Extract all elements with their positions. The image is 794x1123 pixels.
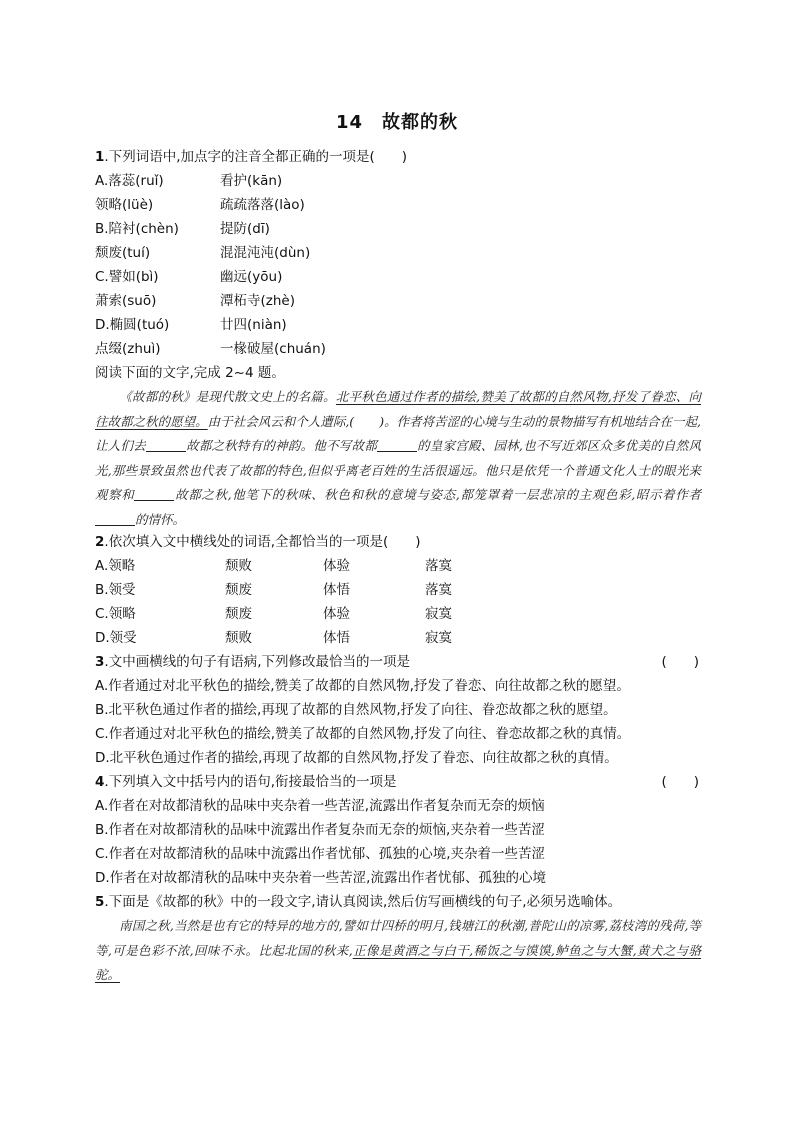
q4-option: A.作者在对故都清秋的品味中夹杂着一些苦涩,流露出作者复杂而无奈的烦恼	[95, 798, 545, 814]
q3-option: C.作者通过对北平秋色的描绘,赞美了故都的自然风物,抒发了向往、眷恋故都之秋的真情。	[95, 726, 631, 742]
q3-option: D.北平秋色通过作者的描绘,再现了故都的自然风物,抒发了眷恋、向往故都之秋的真情。	[95, 750, 618, 766]
imitation-passage: 南国之秋,当然是也有它的特异的地方的,譬如廿四桥的明月,钱塘江的秋潮,普陀山的凉雾,荔枝湾的残荷,等等,可是色彩不浓,回味不永。比起北国的秋来,正像是黄酒之与白干,稀饭之与馍馍,鲈鱼之与大蟹,黄犬之与骆驼。	[95, 918, 702, 982]
answer-parentheses: ( )	[661, 774, 699, 790]
page-title: 14 故都的秋	[335, 112, 459, 133]
reading-instruction: 阅读下面的文字,完成 2~4 题。	[95, 365, 285, 381]
question-2-stem: 2.依次填入文中横线处的词语,全都恰当的一项是( )	[95, 534, 421, 550]
reading-passage: 《故都的秋》是现代散文史上的名篇。北平秋色通过作者的描绘,赞美了故都的自然风物,抒发了眷恋、向往故都之秋的愿望。由于社会风云和个人遭际,( )。作者将苦涩的心境与生动的景物描写有机地结合在一起,让人们去 故都之秋特有的神韵。他不写故都 的皇家宫殿、园林,也不写近郊区众多优美的自然风光,那些景致虽然也代表了故都的特色,但似乎离老百姓的生活很遥远。他只是依凭一个普通文化人士的眼光来观察和 故都之秋,他笔下的秋味、秋色和秋的意境与姿态,都笼罩着一层悲凉的主观色彩,昭示着作者的情怀。	[95, 389, 701, 527]
q3-option: B.北平秋色通过作者的描绘,再现了故都的自然风物,抒发了向往、眷恋故都之秋的愿望。	[95, 702, 617, 718]
underlined-sentence: 北平秋色通过作者的描绘,赞美了故都的自然风物,抒发了眷恋、向往故都之秋的愿望。	[95, 389, 701, 429]
q4-option: C.作者在对故都清秋的品味中流露出作者忧郁、孤独的心境,夹杂着一些苦涩	[95, 846, 546, 862]
fill-blank	[377, 439, 417, 452]
fill-blank	[95, 513, 135, 526]
fill-blank	[134, 488, 174, 501]
question-3-stem: 3.文中画横线的句子有语病,下列修改最恰当的一项是 ( )	[95, 650, 705, 674]
answer-parentheses: ( )	[661, 654, 699, 670]
document-page: 14 故都的秋 1.下列词语中,加点字的注音全都正确的一项是( ) A.落蕊(ruǐ) 看护(kān) 领略(lüè) 疏疏落落(lào) B.陪衬(chèn) 提防(dī) 颓废(tuí) 混混沌沌(dùn) C.譬如(bì) 幽远(yōu) 萧索(suō) 潭柘寺(zhè) D.椭圆(tuó) 廿四(niàn) 点缀(zhuì) 一椽破屋(chuán) 阅读下面的文字,完成 2~4 题。 《故都的秋》是现代散文史上的名篇。北平秋色通过作者的描绘,赞美了故都的自然风物,抒发了眷恋、向往故都之秋的愿望。由于社会风云和个人遭际,( )。作者将苦涩的心境与生动的景物描写有机地结合在一起,让人们去 故都之秋特有的神韵。他不写故都 的皇家宫殿、园林,也不写近郊区众多优美的自然风光,那些景致虽然也代表了故都的特色,但似乎离老百姓的生活很遥远。他只是依凭一个普通文化人士的眼光来观察和 故都之秋,他笔下的秋味、秋色和秋的意境与姿态,都笼罩着一层悲凉的主观色彩,昭示着作者的情怀。 2.依次填入文中横线处的词语,全都恰当的一项是( ) A.领略 颓败 体验 落寞 B.领受 颓废 体悟 落寞 C.领略 颓废 体验 寂寞 D.领受 颓败 体悟 寂寞 3.文中画横线的句子有语病,下列修改最恰当的一项是 ( ) A.作者通过对北平秋色的描绘,赞美了故都的自然风物,抒发了眷恋、向往故都之秋的愿望。 B.北平秋色通过作者的描绘,再现了故都的自然风物,抒发了向往、眷恋故都之秋的愿望。 C.作者通过对北平秋色的描绘,赞美了故都的自然风物,抒发了向往、眷恋故都之秋的真情。 D.北平秋色通过作者的描绘,再现了故都的自然风物,抒发了眷恋、向往故都之秋的真情。 4.下列填入文中括号内的语句,衔接最恰当的一项是 ( ) A.作者在对故都清秋的品味中夹杂着一些苦涩,流露出作者复杂而无奈的烦恼 B.作者在对故都清秋的品味中流露出作者复杂而无奈的烦恼,夹杂着一些苦涩 C.作者在对故都清秋的品味中流露出作者忧郁、孤独的心境,夹杂着一些苦涩 D.作者在对故都清秋的品味中夹杂着一些苦涩,流露出作者忧郁、孤独的心境 5.下面是《故都的秋》中的一段文字,请认真阅读,然后仿写画横线的句子,必须另选喻体。 南国之秋,当然是也有它的特异的地方的,譬如廿四桥的明月,钱塘江的秋潮,普陀山的凉雾,荔枝湾的残荷,等等,可是色彩不浓,回味不永。比起北国的秋来,正像是黄酒之与白干,稀饭之与馍馍,鲈鱼之与大蟹,黄犬之与骆驼。	[0, 0, 794, 1123]
question-4-stem: 4.下列填入文中括号内的语句,衔接最恰当的一项是 ( )	[95, 770, 705, 794]
q3-option: A.作者通过对北平秋色的描绘,赞美了故都的自然风物,抒发了眷恋、向往故都之秋的愿望。	[95, 678, 630, 694]
q4-option: B.作者在对故都清秋的品味中流露出作者复杂而无奈的烦恼,夹杂着一些苦涩	[95, 822, 545, 838]
q4-option: D.作者在对故都清秋的品味中夹杂着一些苦涩,流露出作者忧郁、孤独的心境	[95, 870, 546, 886]
question-number: 1	[95, 149, 105, 165]
underlined-sentence: 正像是黄酒之与白干,稀饭之与馍馍,鲈鱼之与大蟹,黄犬之与骆驼。	[95, 942, 702, 982]
question-5-stem: 5.下面是《故都的秋》中的一段文字,请认真阅读,然后仿写画横线的句子,必须另选喻体。	[95, 894, 622, 910]
fill-blank	[146, 439, 186, 452]
question-1-stem: 1.下列词语中,加点字的注音全都正确的一项是( )	[95, 149, 408, 165]
